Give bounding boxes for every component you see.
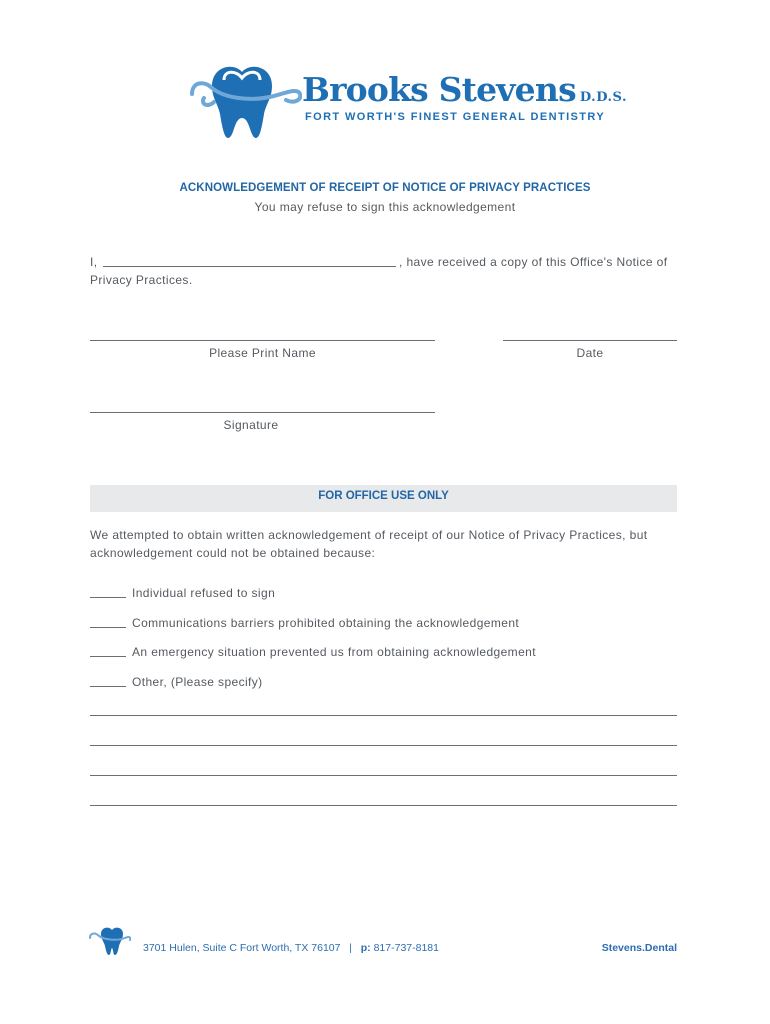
office-use-intro-line2: acknowledgement could not be obtained because: (90, 546, 376, 560)
tooth-icon (190, 58, 302, 140)
statement-line2: Privacy Practices. (90, 273, 193, 287)
print-name-label: Please Print Name (209, 346, 316, 360)
option-refused-label: Individual refused to sign (132, 586, 276, 600)
brand-tagline: FORT WORTH'S FINEST GENERAL DENTISTRY (305, 111, 606, 123)
office-use-intro-line1: We attempted to obtain written acknowledgement of receipt of our Notice of Privacy Practices, but (90, 528, 648, 542)
option-communication-checkbox[interactable] (90, 627, 126, 628)
signature-field[interactable] (90, 412, 435, 413)
form-subtitle: You may refuse to sign this acknowledgement (254, 200, 516, 214)
option-refused-checkbox[interactable] (90, 597, 126, 598)
date-label: Date (576, 346, 604, 360)
patient-name-blank[interactable] (103, 266, 396, 267)
footer-separator: | (349, 942, 352, 954)
option-emergency-label: An emergency situation prevented us from obtaining acknowledgement (132, 645, 536, 659)
date-field[interactable] (503, 340, 677, 341)
option-emergency-checkbox[interactable] (90, 656, 126, 657)
option-other-label: Other, (Please specify) (132, 675, 263, 689)
other-specify-line-3[interactable] (90, 775, 677, 776)
footer-phone-label: p: (360, 942, 371, 954)
other-specify-line-4[interactable] (90, 805, 677, 806)
footer-website-link[interactable]: Stevens.Dental (601, 942, 677, 954)
footer-phone[interactable]: 817-737-8181 (373, 942, 439, 954)
option-communication-label: Communications barriers prohibited obtaining the acknowledgement (132, 616, 520, 630)
other-specify-line-2[interactable] (90, 745, 677, 746)
footer-address: 3701 Hulen, Suite C Fort Worth, TX 76107 (143, 942, 341, 954)
other-specify-line-1[interactable] (90, 715, 677, 716)
statement-prefix: I, (90, 255, 98, 269)
brand-suffix: D.D.S. (579, 90, 627, 105)
statement-suffix: , have received a copy of this Office's Notice of (399, 255, 668, 269)
option-other-checkbox[interactable] (90, 686, 126, 687)
footer-tooth-icon (89, 924, 131, 956)
signature-label: Signature (223, 418, 279, 432)
office-use-title: FOR OFFICE USE ONLY (318, 490, 449, 502)
brand-name: Brooks Stevens D.D.S. (302, 70, 627, 109)
form-title: ACKNOWLEDGEMENT OF RECEIPT OF NOTICE OF PRIVACY PRACTICES (179, 182, 591, 194)
print-name-field[interactable] (90, 340, 435, 341)
footer-contact (143, 942, 439, 954)
